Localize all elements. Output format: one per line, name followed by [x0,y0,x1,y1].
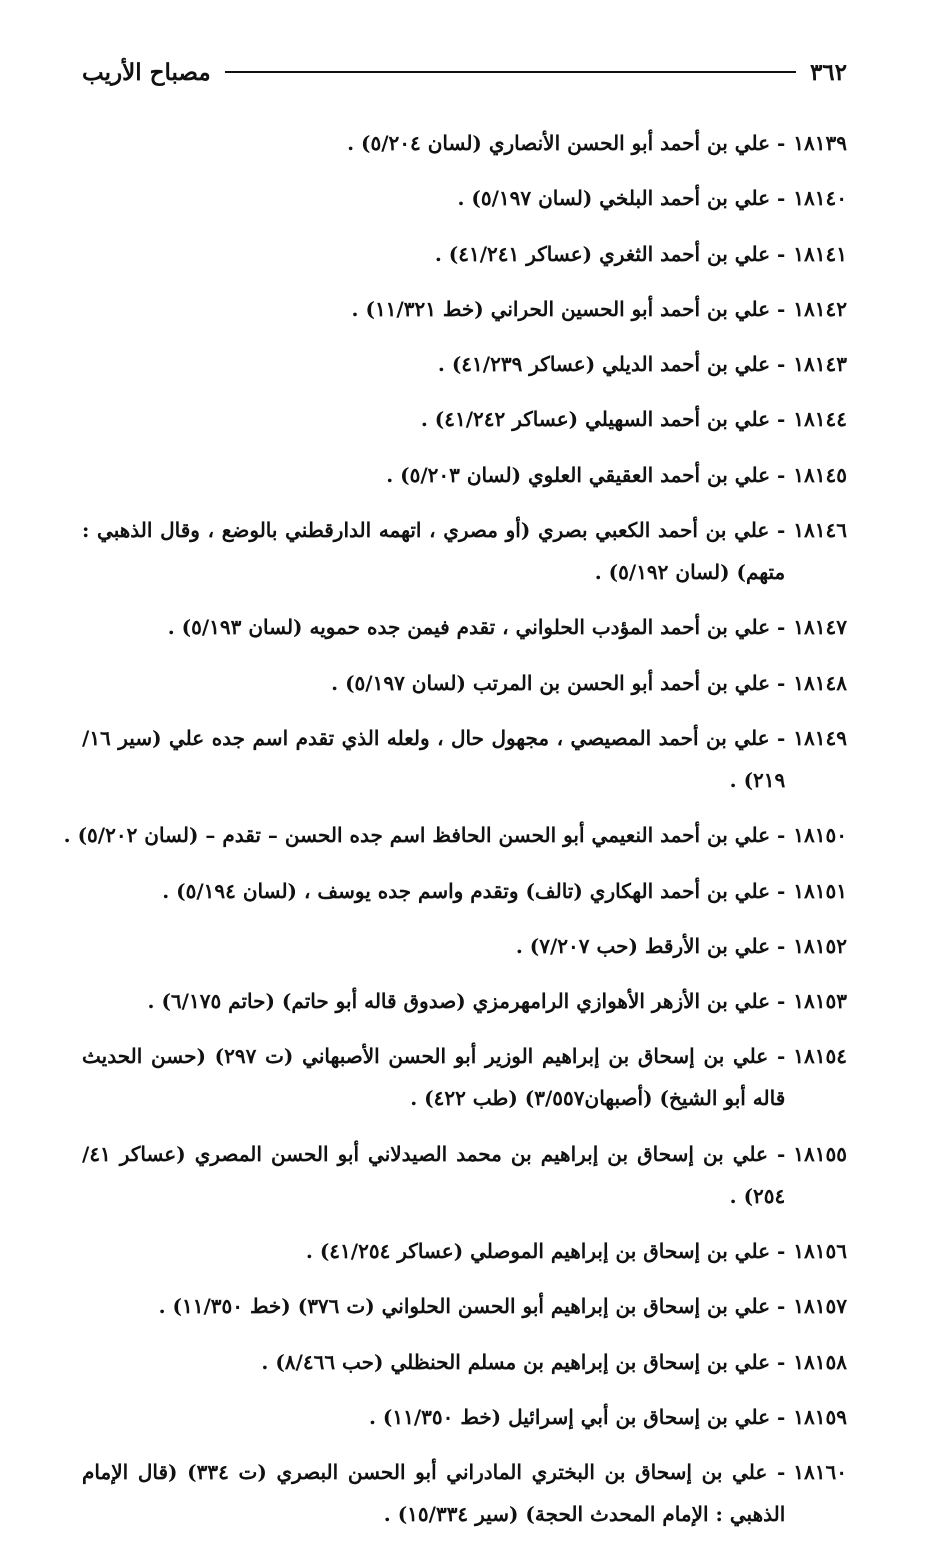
entry-number: ١٨١٥٣ [793,989,847,1014]
entry-number: ١٨١٤٠ [793,186,847,211]
entry-text: - علي بن أحمد الديلي (عساكر ٤١/٢٣٩) . [437,352,786,377]
list-item [82,1341,847,1383]
list-item [82,662,847,704]
list-item [82,1230,847,1272]
list-item [82,870,847,912]
entry-text: - علي بن أحمد المصيصي ، مجهول حال ، ولعله الذي تقدم اسم جده علي (سير ١٦/ ٢١٩) . [82,725,786,792]
entry-text: - علي بن أحمد البلخي (لسان ٥/١٩٧) . [457,186,786,211]
entry-text: - علي بن أحمد المؤدب الحلواني ، تقدم فيمن جده حمويه (لسان ٥/١٩٣) . [167,615,786,640]
list-item [82,398,847,440]
header-rule [225,71,796,73]
entry-number: ١٨١٦٠ [793,1460,847,1485]
entry-text: - علي بن أحمد أبو الحسن الأنصاري (لسان ٥/٢٠٤) . [347,131,786,155]
list-item [82,925,847,967]
list-item [82,177,847,219]
entry-text: - علي بن إسحاق بن أبي إسرائيل (خط ١١/٣٥٠) . [368,1404,786,1429]
entry-number: ١٨١٤٢ [793,296,847,321]
entry-number: ١٨١٥١ [793,878,847,903]
list-item [82,1035,847,1119]
entry-number: ١٨١٤٥ [793,462,847,487]
entry-number: ١٨١٤٨ [793,670,847,695]
list-item [82,122,847,164]
list-item [82,509,847,593]
entry-text: - علي بن أحمد الكعبي بصري (أو مصري ، اتهمه الدارقطني بالوضع ، وقال الذهبي : متهم) (لسان ٥/١٩٢) . [82,518,786,585]
entry-number: ١٨١٥٦ [793,1239,847,1264]
list-item [63,814,847,856]
entry-number: ١٨١٤٧ [793,615,847,640]
entry-number: ١٨١٤٤ [793,407,847,432]
entry-number: ١٨١٥٠ [793,823,847,848]
list-item [82,1133,847,1217]
entry-number: ١٨١٥٤ [793,1044,847,1069]
entry-number: ١٨١٤٩ [793,725,847,750]
page-header [82,55,847,89]
page-number: ٣٦٢ [809,58,847,86]
entry-text: - علي بن إسحاق بن إبراهيم أبو الحسن الحلواني (ت ٣٧٦) (خط ١١/٣٥٠) . [158,1294,786,1319]
list-item [82,606,847,648]
list-item [82,343,847,385]
list-item [82,980,847,1022]
entry-text: - علي بن إسحاق بن إبراهيم الوزير أبو الحسن الأصبهاني (ت ٢٩٧) (حسن الحديث قاله أبو الشيخ) (أصبهان٣/٥٥٧) (طب ٤٢٢) . [82,1044,786,1111]
list-item [82,233,847,275]
list-item [82,1396,847,1438]
entry-number: ١٨١٤٦ [793,518,847,543]
entry-number: ١٨١٥٨ [793,1349,847,1374]
entry-number: ١٨١٥٧ [793,1294,847,1319]
entry-number: ١٨١٣٩ [793,131,847,155]
entry-text: - علي بن إسحاق بن البختري المادراني أبو الحسن البصري (ت ٣٣٤) (قال الإمام الذهبي : الإمام المحدث الحجة) (سير ١٥/٣٣٤) . [82,1460,786,1527]
entry-text: - علي بن أحمد السهيلي (عساكر ٤١/٢٤٢) . [420,407,786,432]
entry-text: - علي بن الأرقط (حب ٧/٢٠٧) . [515,933,786,958]
entry-text: - علي بن أحمد أبو الحسن بن المرتب (لسان ٥/١٩٧) . [331,670,786,695]
entry-number: ١٨١٤٣ [793,352,847,377]
entry-text: - علي بن أحمد أبو الحسين الحراني (خط ١١/٣٢١) . [351,296,786,321]
entry-number: ١٨١٥٥ [793,1141,847,1166]
entry-number: ١٨١٥٩ [793,1404,847,1429]
entry-text: - علي بن أحمد الثغري (عساكر ٤١/٢٤١) . [434,241,786,266]
entry-text: - علي بن أحمد النعيمي أبو الحسن الحافظ اسم جده الحسن – تقدم – (لسان ٥/٢٠٢) . [63,823,786,848]
list-item [82,1285,847,1327]
entry-text: - علي بن إسحاق بن إبراهيم بن مسلم الحنظلي (حب ٨/٤٦٦) . [261,1349,786,1374]
entry-list [63,122,847,1549]
list-item [82,1451,847,1535]
list-item [82,288,847,330]
entry-number: ١٨١٤١ [793,241,847,266]
entry-text: - علي بن أحمد العقيقي العلوي (لسان ٥/٢٠٣) . [386,462,786,487]
entry-text: - علي بن إسحاق بن إبراهيم بن محمد الصيدلاني أبو الحسن المصري (عساكر ٤١/ ٢٥٤) . [82,1141,786,1208]
list-item [82,717,847,801]
list-item [82,454,847,496]
entry-number: ١٨١٥٢ [793,933,847,958]
book-title: مصباح الأريب [82,58,211,86]
entry-text: - علي بن أحمد الهكاري (تالف) وتقدم واسم جده يوسف ، (لسان ٥/١٩٤) . [162,878,786,903]
entry-text: - علي بن الأزهر الأهوازي الرامهرمزي (صدوق قاله أبو حاتم) (حاتم ٦/١٧٥) . [147,989,786,1014]
entry-text: - علي بن إسحاق بن إبراهيم الموصلي (عساكر ٤١/٢٥٤) . [305,1239,786,1264]
